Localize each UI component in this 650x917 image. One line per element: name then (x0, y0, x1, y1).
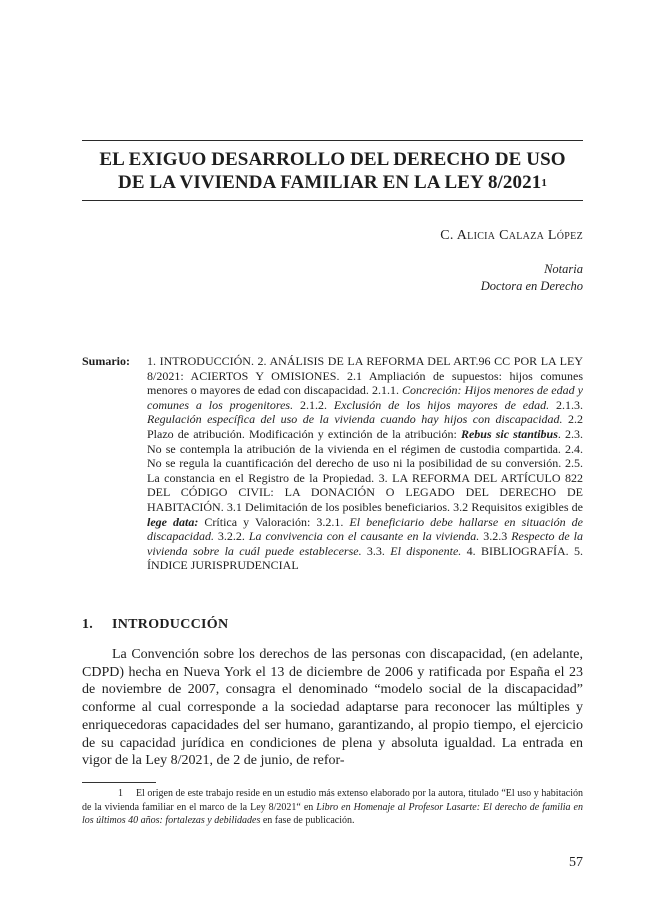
sumario-part: 1. INTRODUCCIÓN. 2. ANÁLISIS DE LA REFORMA DEL ART.96 CC POR LA LEY 8/2021: ACIERTOS Y OMISIONES. 2.1 Ampliación de supuestos: hijos comunes menores o mayores de edad con discapacidad. 2.1.1. (147, 354, 583, 398)
title-line-2: DE LA VIVIENDA FAMILIAR EN LA LEY 8/2021$^1$ (118, 172, 547, 193)
sumario-italic: Concreción: Hijos menores de edad y comunes a los progenitores. (147, 383, 584, 412)
sumario-part: 2.1.2. (293, 397, 334, 412)
footnote-italic: Libro en Homenaje al Profesor Lasarte: El derecho de familia en los últimos 40 años: fortalezas y debilidades (82, 801, 583, 827)
page-number: 57 (569, 855, 583, 870)
sumario-bold-italic: lege data: (147, 514, 199, 529)
sumario-label: Sumario: (82, 354, 130, 368)
sumario-italic: Regulación específica del uso de la vivienda cuando hay hijos con discapacidad. (147, 412, 563, 427)
sumario-italic: El beneficiario debe hallarse en situación de discapacidad. (147, 514, 583, 544)
author-affiliation-2: Doctora en Derecho (480, 279, 583, 293)
sumario-part: 2.1.3. (549, 397, 584, 412)
author-name: C. Alicia Calaza López (440, 228, 583, 243)
footnote-separator (82, 782, 156, 783)
sumario-part: Crítica y Valoración: 3.2.1. (198, 514, 350, 529)
sumario-part: 3.2.3 (479, 529, 512, 544)
chapter-title (82, 148, 583, 194)
section-title: INTRODUCCIÓN (112, 617, 229, 632)
footnote-mark: 1 (118, 788, 123, 799)
sumario-bold-italic: Rebus sic stantibus (460, 426, 558, 441)
sumario-part: 3.3. (361, 543, 391, 558)
section-number: 1. (82, 617, 94, 632)
sumario-italic: Exclusión de los hijos mayores de edad. (333, 397, 550, 412)
sumario-italic: La convivencia con el causante en la vivienda. (248, 529, 480, 544)
title-line-1: EL EXIGUO DESARROLLO DEL DERECHO DE USO (99, 149, 566, 170)
sumario-part: 3.2.2. (214, 529, 249, 544)
sumario-part: . 2.3. No se contempla la atribución de la vivienda en el régimen de custodia compartida. 2.4. No se regula la cuantificación del derecho de uso ni la posibilidad de su conversión. 2.5. La constancia en el Registro de la Propiedad. 3. LA REFORMA DEL ARTÍCULO 822 DEL CÓDIGO CIVIL: LA DONACIÓN O LEGADO DEL DERECHO DE HABITACIÓN. 3.1 Delimitación de los posibles beneficiarios. 3.2 Requisitos exigibles de (147, 426, 584, 514)
sumario-text (147, 354, 583, 573)
section-heading (82, 617, 228, 633)
title-top-rule (82, 140, 583, 141)
footnote-text: en fase de publicación. (260, 815, 355, 827)
sumario-part: 4. BIBLIOGRAFÍA. 5. ÍNDICE JURISPRUDENCIAL (147, 543, 584, 573)
footnote-text: El origen de este trabajo reside en un estudio más extenso elaborado por la autora, titulado “El uso y habitación de la vivienda familiar en el marco de la Ley 8/2021“ en (82, 788, 583, 813)
sumario-italic: Respecto de la vivienda sobre la cuál puede establecerse. (147, 529, 584, 558)
title-footnote-mark: 1 (541, 177, 547, 189)
sumario-italic: El disponente. (390, 543, 462, 558)
title-bottom-rule (82, 200, 583, 201)
footnote (82, 787, 583, 828)
author-affiliation-1: Notaria (544, 262, 583, 276)
body-paragraph: La Convención sobre los derechos de las personas con discapacidad, (en adelante, CDPD) hecha en Nueva York el 13 de diciembre de 2006 y ratificada por España el 23 de noviembre de 2007, consagra el denominado “modelo social de la discapacidad” conforme al cual corresponde a la sociedad adaptarse para reconocer las múltiples y enriquecedoras capacidades del ser humano, garantizando, al propio tiempo, el ejercicio de su capacidad jurídica en condiciones de plena y absoluta igualdad. La entrada en vigor de la Ley 8/2021, de 2 de junio, de refor- (82, 647, 583, 769)
sumario-part: 2.2 Plazo de atribución. Modificación y extinción de la atribución: (147, 412, 583, 441)
